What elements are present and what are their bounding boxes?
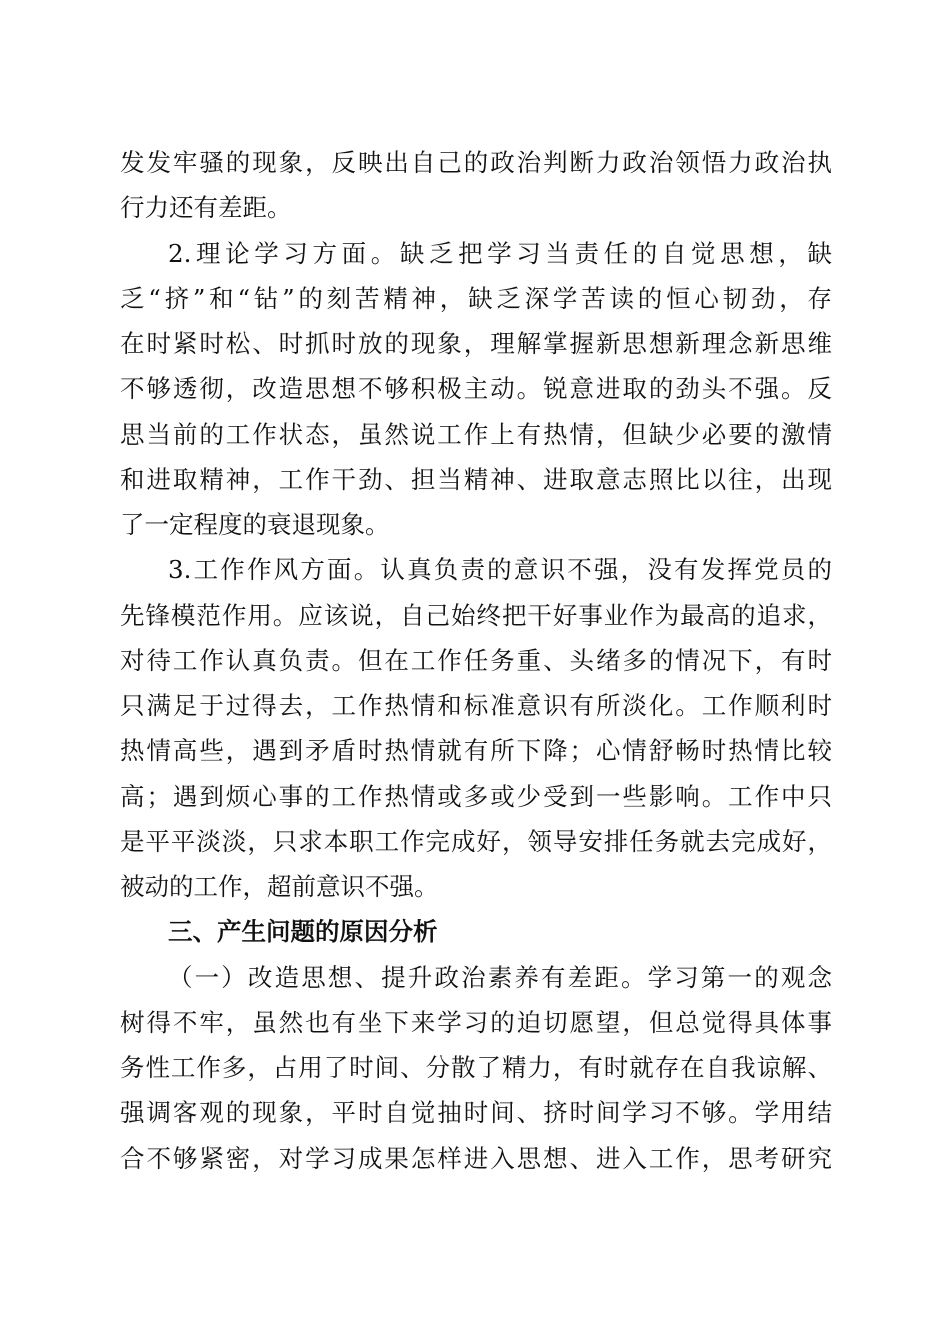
paragraph-line: 思当前的工作状态，虽然说工作上有热情，但缺少必要的激情: [120, 420, 832, 449]
paragraph-line: 行力还有差距。: [120, 193, 292, 222]
paragraph-line: 是平平淡淡，只求本职工作完成好，领导安排任务就去完成好，: [120, 827, 832, 856]
paragraph-line: 在时紧时松、时抓时放的现象，理解掌握新思想新理念新思维: [120, 329, 832, 358]
paragraph-line: 不够透彻，改造思想不够积极主动。锐意进取的劲头不强。反: [120, 374, 832, 403]
section-heading: 三、产生问题的原因分析: [168, 917, 438, 946]
paragraph-line: （一）改造思想、提升政治素养有差距。学习第一的观念: [168, 963, 832, 992]
paragraph-line: 合不够紧密，对学习成果怎样进入思想、进入工作，思考研究: [120, 1144, 832, 1173]
paragraph-line: 3.工作作风方面。认真负责的意识不强，没有发挥党员的: [168, 555, 832, 584]
paragraph-line: 2.理论学习方面。缺乏把学习当责任的自觉思想，缺: [168, 239, 832, 268]
paragraph-line: 发发牢骚的现象，反映出自己的政治判断力政治领悟力政治执: [120, 148, 832, 177]
paragraph-line: 乏“挤”和“钻”的刻苦精神，缺乏深学苦读的恒心韧劲，存: [120, 284, 832, 313]
paragraph-line: 树得不牢，虽然也有坐下来学习的迫切愿望，但总觉得具体事: [120, 1008, 832, 1037]
paragraph-line: 了一定程度的衰退现象。: [120, 510, 390, 539]
paragraph-line: 热情高些，遇到矛盾时热情就有所下降；心情舒畅时热情比较: [120, 736, 832, 765]
paragraph-line: 先锋模范作用。应该说，自己始终把干好事业作为最高的追求，: [120, 601, 832, 630]
paragraph-line: 对待工作认真负责。但在工作任务重、头绪多的情况下，有时: [120, 646, 832, 675]
paragraph-line: 强调客观的现象，平时自觉抽时间、挤时间学习不够。学用结: [120, 1098, 832, 1127]
paragraph-line: 高；遇到烦心事的工作热情或多或少受到一些影响。工作中只: [120, 782, 832, 811]
paragraph-line: 务性工作多，占用了时间、分散了精力，有时就存在自我谅解、: [120, 1053, 832, 1082]
paragraph-line: 只满足于过得去，工作热情和标准意识有所淡化。工作顺利时: [120, 691, 832, 720]
paragraph-line: 被动的工作，超前意识不强。: [120, 872, 439, 901]
paragraph-line: 和进取精神，工作干劲、担当精神、进取意志照比以往，出现: [120, 465, 832, 494]
